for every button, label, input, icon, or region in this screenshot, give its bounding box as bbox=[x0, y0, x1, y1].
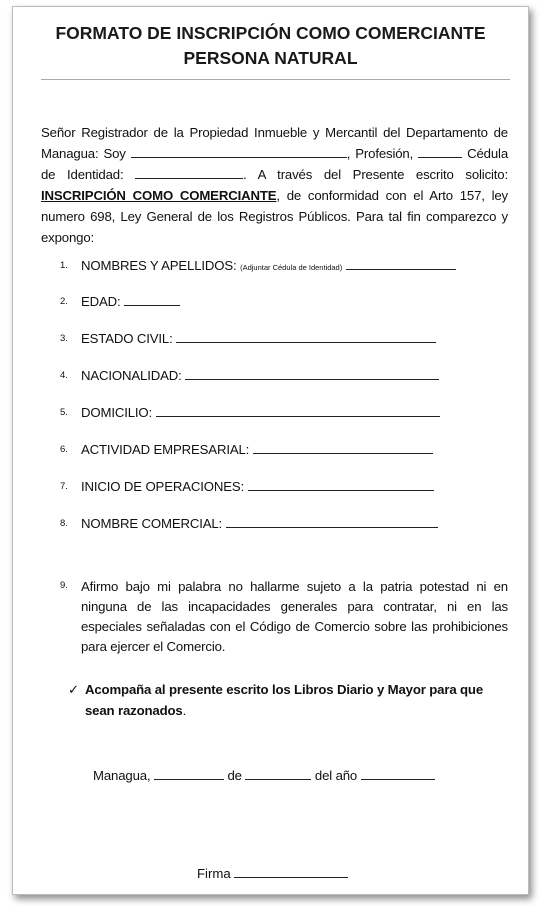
item-number: 5. bbox=[60, 407, 68, 418]
field-label: INICIO DE OPERACIONES: bbox=[81, 479, 245, 494]
title-divider bbox=[41, 79, 510, 80]
item-number: 1. bbox=[60, 260, 68, 271]
id-blank[interactable] bbox=[135, 165, 243, 179]
title-line-1: FORMATO DE INSCRIPCIÓN COMO COMERCIANTE bbox=[55, 23, 486, 43]
title-line-2: PERSONA NATURAL bbox=[183, 48, 358, 68]
attachment-text: Acompaña al presente escrito los Libros Diario y Mayor para que sean razonados bbox=[85, 682, 484, 718]
name-blank[interactable] bbox=[131, 144, 347, 158]
civil-status-blank[interactable] bbox=[176, 330, 436, 343]
profession-blank[interactable] bbox=[418, 144, 462, 158]
form-title bbox=[13, 21, 528, 71]
intro-text-4: . A través del Presente escrito solicito: bbox=[243, 167, 508, 182]
day-blank[interactable] bbox=[154, 767, 224, 780]
item-number: 9. bbox=[60, 580, 68, 591]
field-label: NOMBRES Y APELLIDOS: bbox=[81, 258, 237, 273]
field-label: DOMICILIO: bbox=[81, 405, 153, 420]
address-blank[interactable] bbox=[156, 404, 440, 417]
date-del-anio: del año bbox=[314, 768, 358, 783]
date-line bbox=[93, 767, 435, 783]
attachment-period: . bbox=[182, 703, 187, 718]
operations-start-blank[interactable] bbox=[248, 478, 434, 491]
field-label: ESTADO CIVIL: bbox=[81, 331, 173, 346]
item-number: 3. bbox=[60, 333, 68, 344]
field-note: (Adjuntar Cédula de Identidad) bbox=[240, 263, 343, 272]
field-label: ACTIVIDAD EMPRESARIAL: bbox=[81, 442, 250, 457]
business-activity-blank[interactable] bbox=[253, 441, 433, 454]
age-blank[interactable] bbox=[124, 293, 180, 306]
intro-text-1: Señor Registrador de la Propiedad Inmueble y Mercantil del Departamento de Managua: Soy bbox=[41, 125, 508, 161]
intro-text-5: , de conformidad con el Arto 157, ley numero 698, Ley General de los Registros Públicos. Para tal fin comparezco y expongo: bbox=[41, 188, 508, 245]
names-blank[interactable] bbox=[346, 257, 456, 270]
trade-name-blank[interactable] bbox=[226, 515, 438, 528]
signature-line bbox=[197, 865, 348, 881]
intro-bold-request: INSCRIPCIÓN COMO COMERCIANTE bbox=[41, 188, 277, 203]
nationality-blank[interactable] bbox=[185, 367, 439, 380]
intro-paragraph bbox=[41, 122, 508, 248]
date-de: de bbox=[227, 768, 242, 783]
date-city: Managua, bbox=[93, 768, 151, 783]
intro-text-3: Cédula de Identidad: bbox=[41, 146, 509, 182]
field-label: EDAD: bbox=[81, 294, 121, 309]
item-number: 2. bbox=[60, 296, 68, 307]
item-number: 7. bbox=[60, 481, 68, 492]
field-label: NACIONALIDAD: bbox=[81, 368, 182, 383]
item-number: 8. bbox=[60, 518, 68, 529]
year-blank[interactable] bbox=[361, 767, 435, 780]
item-number: 4. bbox=[60, 370, 68, 381]
month-blank[interactable] bbox=[245, 767, 311, 780]
field-label: NOMBRE COMERCIAL: bbox=[81, 516, 223, 531]
intro-text-2: , Profesión, bbox=[346, 146, 414, 161]
signature-label: Firma bbox=[197, 866, 231, 881]
item-number: 6. bbox=[60, 444, 68, 455]
signature-blank[interactable] bbox=[234, 865, 348, 878]
form-page bbox=[12, 6, 529, 895]
check-icon: ✓ bbox=[68, 682, 80, 697]
declaration-text: Afirmo bajo mi palabra no hallarme sujeto a la patria potestad ni en ninguna de las incapacidades generales para contratar, ni en las especiales señaladas con el Código de Comercio sobre las prohibiciones para ejercer el Comercio. bbox=[81, 579, 508, 654]
